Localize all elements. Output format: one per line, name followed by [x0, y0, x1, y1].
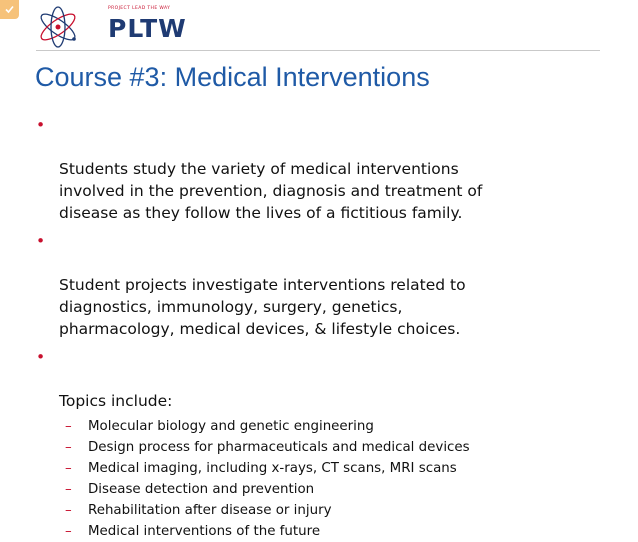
- header-divider: [36, 50, 600, 51]
- pltw-logo: [36, 6, 187, 48]
- topic-item: [32, 521, 592, 542]
- topic-item: [32, 416, 592, 437]
- bullet-dot: •: [36, 232, 46, 250]
- bullet-text: Topics include:: [59, 392, 173, 410]
- topic-item: [32, 500, 592, 521]
- dash-marker: –: [65, 482, 72, 497]
- topic-text: Design process for pharmaceuticals and medical devices: [88, 440, 470, 455]
- bullet-dot: •: [36, 116, 46, 134]
- dash-marker: –: [65, 524, 72, 539]
- bullet-item: [32, 346, 592, 412]
- slide-body: [32, 114, 592, 542]
- topic-text: Disease detection and prevention: [88, 482, 315, 497]
- slide-corner-tab[interactable]: [0, 0, 19, 19]
- bullet-text: Students study the variety of medical interventions involved in the prevention, diagnosis and treatment of disease as they follow the lives of a fictitious family.: [59, 160, 483, 222]
- logo-wordmark: PLTW: [108, 14, 187, 43]
- topic-text: Rehabilitation after disease or injury: [88, 503, 332, 518]
- dash-marker: –: [65, 440, 72, 455]
- bullet-dot: •: [36, 348, 46, 366]
- topic-item: [32, 479, 592, 500]
- dash-marker: –: [65, 419, 72, 434]
- bullet-item: [32, 230, 592, 340]
- topic-text: Medical interventions of the future: [88, 524, 321, 539]
- atom-icon: [36, 6, 106, 48]
- topic-item: [32, 437, 592, 458]
- topic-text: Medical imaging, including x-rays, CT scans, MRI scans: [88, 461, 457, 476]
- slide-title: Course #3: Medical Interventions: [35, 62, 430, 92]
- dash-marker: –: [65, 503, 72, 518]
- check-icon: [4, 4, 15, 15]
- bullet-text: Student projects investigate interventions related to diagnostics, immunology, surgery, genetics, pharmacology, medical devices, & lifestyle choices.: [59, 276, 466, 338]
- bullet-item: [32, 114, 592, 224]
- topic-item: [32, 458, 592, 479]
- dash-marker: –: [65, 461, 72, 476]
- topics-list: [32, 416, 592, 542]
- topic-text: Molecular biology and genetic engineering: [88, 419, 374, 434]
- logo-tagline: PROJECT LEAD THE WAY: [108, 6, 171, 11]
